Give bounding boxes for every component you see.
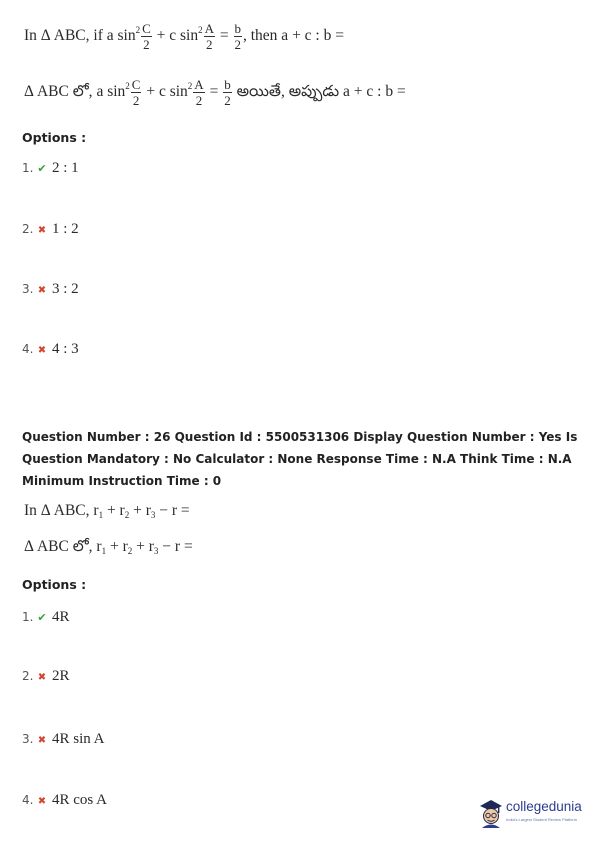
wrong-cross-icon: ✖ xyxy=(37,345,47,356)
q25-intro: In Δ ABC, if xyxy=(24,27,107,45)
q25-option-4 xyxy=(22,341,79,358)
q26-te-sub2: 2 xyxy=(127,546,133,556)
frac-num: A xyxy=(204,21,214,36)
q26-te-sub1: 1 xyxy=(101,546,107,556)
q26-te-plus-a: + r xyxy=(106,538,128,555)
correct-check-icon: ✔ xyxy=(37,611,47,624)
q25-question-english xyxy=(24,22,344,51)
q26-options-label: Options : xyxy=(22,577,87,592)
q26-plus-b: + r xyxy=(129,502,151,519)
frac-num: b xyxy=(234,21,241,36)
option-value: 4 : 3 xyxy=(52,341,79,357)
q25-te-tail: అయితే, అప్పుడు a + c : b = xyxy=(232,83,406,101)
q25-option-3 xyxy=(22,281,79,298)
wrong-cross-icon: ✖ xyxy=(37,285,47,296)
frac-den: 2 xyxy=(206,37,213,52)
q25-equals: = xyxy=(216,27,233,45)
q25-power2: 2 xyxy=(198,25,203,36)
q26-te-tail: − r = xyxy=(158,538,193,555)
q26-te-intro: Δ ABC లో, r xyxy=(24,538,102,555)
frac-den: 2 xyxy=(234,37,241,52)
q26-option-1 xyxy=(22,609,70,626)
logo-tagline: India's Largest Student Review Platform xyxy=(506,817,578,822)
q26-sub2: 2 xyxy=(124,510,130,520)
option-number: 2. xyxy=(22,222,34,236)
q25-then: , then a + c : b = xyxy=(243,27,344,45)
q25-option-2 xyxy=(22,221,79,238)
q26-option-3 xyxy=(22,731,105,748)
q25-power1: 2 xyxy=(135,25,141,36)
q25-option-1 xyxy=(22,160,79,177)
collegedunia-logo xyxy=(478,796,590,830)
q25-frac-c xyxy=(141,22,152,51)
q25-options-label: Options : xyxy=(22,130,87,145)
frac-num: C xyxy=(142,21,151,36)
option-value: 2R xyxy=(52,668,70,684)
wrong-cross-icon: ✖ xyxy=(37,796,47,807)
q26-plus-a: + r xyxy=(103,502,125,519)
option-number: 1. xyxy=(22,161,34,175)
frac-den: 2 xyxy=(224,93,231,108)
option-number: 4. xyxy=(22,793,34,807)
q25-question-telugu xyxy=(24,78,406,107)
frac-den: 2 xyxy=(195,93,203,108)
option-value: 4R xyxy=(52,609,70,625)
q25-te-equals: = xyxy=(205,83,223,101)
option-value: 4R sin A xyxy=(52,731,105,747)
frac-den: 2 xyxy=(132,93,140,108)
q25-te-power1: 2 xyxy=(125,81,130,92)
frac-num: C xyxy=(131,77,141,92)
option-number: 3. xyxy=(22,282,34,296)
q26-question-english xyxy=(24,502,190,520)
q25-term1: a sin xyxy=(106,27,136,45)
option-number: 1. xyxy=(22,610,34,624)
q25-frac-a xyxy=(204,22,215,51)
q26-question-telugu xyxy=(24,538,193,559)
q26-option-2 xyxy=(22,668,70,685)
frac-num: A xyxy=(194,77,204,92)
q25-te-frac-a xyxy=(193,78,204,107)
wrong-cross-icon: ✖ xyxy=(37,735,47,746)
q26-option-4 xyxy=(22,792,107,809)
graduate-mascot-icon xyxy=(478,797,504,829)
q25-te-frac-b xyxy=(223,78,232,107)
q25-te-term2: + c sin xyxy=(142,83,188,101)
wrong-cross-icon: ✖ xyxy=(37,225,47,236)
q25-te-lead: Δ ABC లో, xyxy=(24,83,97,101)
q25-te-frac-c xyxy=(131,78,142,107)
option-number: 3. xyxy=(22,732,34,746)
option-number: 2. xyxy=(22,669,34,683)
frac-num: b xyxy=(224,77,231,92)
option-value: 1 : 2 xyxy=(52,221,79,237)
option-number: 4. xyxy=(22,342,34,356)
logo-wordmark: collegedunia xyxy=(506,799,582,814)
option-value: 4R cos A xyxy=(52,792,108,808)
q25-te-power2: 2 xyxy=(187,81,193,92)
q26-tail: − r = xyxy=(155,502,190,519)
q26-meta-info: Question Number : 26 Question Id : 5500531306 Display Question Number : Yes Is Question Mandatory : No Calculator : None Response Time : N.A Think Time : N.A Minimum Instruction Time : 0 xyxy=(22,430,578,488)
q26-te-plus-b: + r xyxy=(132,538,154,555)
q25-term2: + c sin xyxy=(152,27,199,45)
frac-den: 2 xyxy=(143,37,150,52)
option-value: 2 : 1 xyxy=(52,160,79,176)
wrong-cross-icon: ✖ xyxy=(37,672,47,683)
q25-te-term1: a sin xyxy=(96,83,126,101)
option-value: 3 : 2 xyxy=(52,281,79,297)
q26-sub1: 1 xyxy=(98,510,104,520)
q26-te-sub3: 3 xyxy=(153,546,159,556)
correct-check-icon: ✔ xyxy=(37,162,47,175)
q25-frac-b xyxy=(234,22,243,51)
q26-sub3: 3 xyxy=(150,510,156,520)
q26-intro: In Δ ABC, r xyxy=(24,502,99,519)
